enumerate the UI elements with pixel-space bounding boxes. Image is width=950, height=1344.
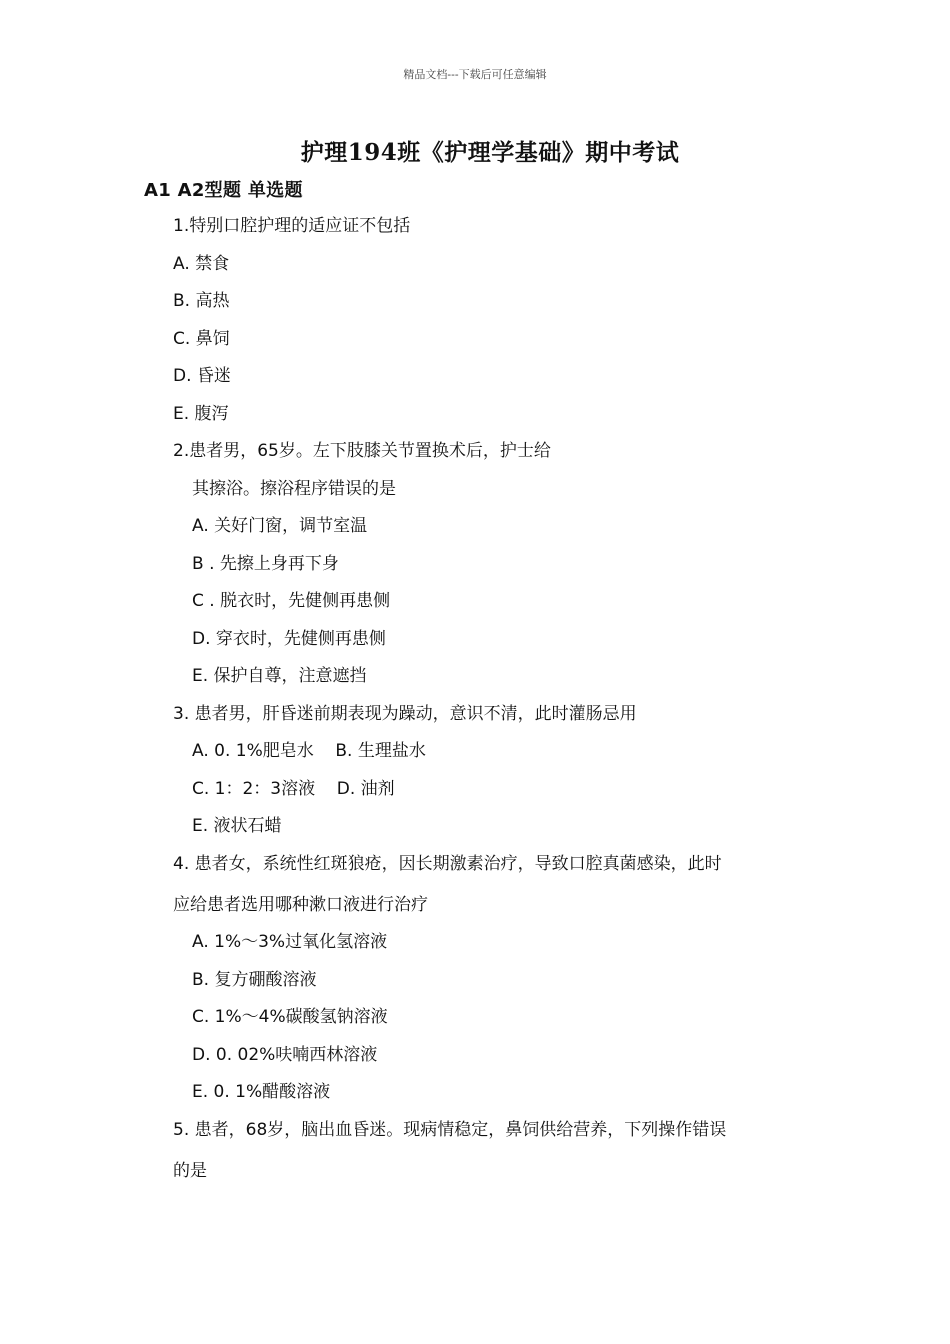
question-1-option-c: C. 鼻饲: [173, 329, 230, 349]
page-header: 精品文档---下载后可任意编辑: [403, 68, 547, 81]
question-4-stem: 4. 患者女，系统性红斑狼疮，因长期激素治疗，导致口腔真菌感染，此时: [173, 854, 722, 874]
question-3-option-e: E. 液状石蜡: [192, 816, 282, 836]
question-2-option-a: A. 关好门窗，调节室温: [192, 516, 368, 536]
question-2-option-d: D. 穿衣时，先健侧再患侧: [192, 629, 386, 649]
question-4-option-c: C. 1%～4%碳酸氢钠溶液: [192, 1007, 388, 1027]
question-3-options-c-d: C. 1：2：3溶液 D. 油剂: [192, 779, 395, 799]
question-4-option-e: E. 0. 1%醋酸溶液: [192, 1082, 331, 1102]
question-2-stem: 2.患者男，65岁。左下肢膝关节置换术后，护士给: [173, 441, 551, 461]
section-heading: A1 A2型题 单选题: [144, 180, 303, 201]
question-5-stem: 5. 患者，68岁，脑出血昏迷。现病情稳定，鼻饲供给营养，下列操作错误: [173, 1120, 727, 1140]
question-2-option-c: C . 脱衣时，先健侧再患侧: [192, 591, 391, 611]
question-1-stem: 1.特别口腔护理的适应证不包括: [173, 216, 411, 236]
question-2-option-b: B . 先擦上身再下身: [192, 554, 339, 574]
question-5-stem-continued: 的是: [173, 1161, 207, 1181]
question-3-stem: 3. 患者男，肝昏迷前期表现为躁动，意识不清，此时灌肠忌用: [173, 704, 637, 724]
question-1-option-e: E. 腹泻: [173, 404, 229, 424]
question-2-option-e: E. 保护自尊，注意遮挡: [192, 666, 367, 686]
question-4-option-a: A. 1%～3%过氧化氢溶液: [192, 932, 388, 952]
question-2-stem-continued: 其擦浴。擦浴程序错误的是: [192, 479, 396, 499]
question-4-option-b: B. 复方硼酸溶液: [192, 970, 317, 990]
question-3-options-a-b: A. 0. 1%肥皂水 B. 生理盐水: [192, 741, 426, 761]
question-1-option-b: B. 高热: [173, 291, 230, 311]
question-4-option-d: D. 0. 02%呋喃西林溶液: [192, 1045, 378, 1065]
question-1-option-a: A. 禁食: [173, 254, 230, 274]
exam-title: 护理194班《护理学基础》期中考试: [300, 139, 680, 166]
question-4-stem-continued: 应给患者选用哪种漱口液进行治疗: [173, 895, 428, 915]
question-1-option-d: D. 昏迷: [173, 366, 231, 386]
